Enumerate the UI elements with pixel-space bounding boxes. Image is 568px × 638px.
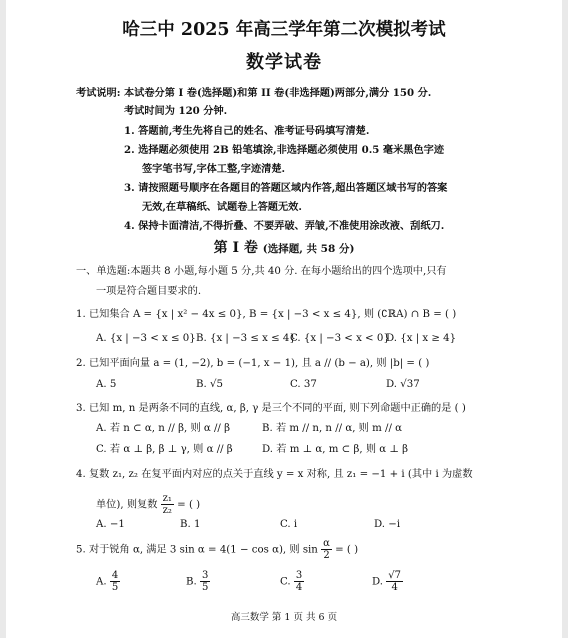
question-5-option-a-denominator: 5 xyxy=(111,582,119,593)
question-1-option-b: B. {x | −3 ≤ x ≤ 4} xyxy=(196,333,296,344)
question-5-option-b-fraction xyxy=(200,570,210,593)
question-3-option-c: C. 若 α ⊥ β, β ⊥ γ, 则 α // β xyxy=(96,444,233,455)
question-5-option-d-fraction xyxy=(386,570,403,593)
question-2-option-b: B. √5 xyxy=(196,379,223,390)
question-3-stem: 3. 已知 m, n 是两条不同的直线, α, β, γ 是三个不同的平面, 则下列命题中正确的是 ( ) xyxy=(76,403,466,414)
question-2-option-c: C. 37 xyxy=(290,379,317,390)
question-5-option-b-numerator: 3 xyxy=(201,570,209,581)
question-4-fraction-numerator: z₁ xyxy=(162,493,172,504)
exam-subtitle: 数学试卷 xyxy=(246,52,322,73)
question-5-option-a-label: A. xyxy=(96,576,107,588)
instruction-item-4: 4. 保持卡面清洁,不得折叠、不要弄破、弄皱,不准使用涂改液、刮纸刀. xyxy=(124,220,445,232)
question-5-option-c xyxy=(280,570,304,593)
question-5-option-b xyxy=(186,570,210,593)
question-5-option-a-numerator: 4 xyxy=(111,570,119,581)
question-4-fraction xyxy=(161,493,174,516)
question-5-option-c-label: C. xyxy=(280,576,291,588)
question-5-option-a xyxy=(96,570,120,593)
page-footer: 高三数学 第 1 页 共 6 页 xyxy=(230,612,338,623)
question-4-stem-tail: = ( ) xyxy=(177,499,201,511)
part1-instruction-line-1: 一、单选题:本题共 8 小题,每小题 5 分,共 40 分. 在每小题给出的四个选项中,只有 xyxy=(76,266,447,277)
question-5-option-d-denominator: 4 xyxy=(391,582,398,593)
exam-title: 哈三中 2025 年高三学年第二次模拟考试 xyxy=(122,20,446,40)
question-4-option-b: B. 1 xyxy=(180,519,201,530)
question-4-option-d: D. −i xyxy=(374,519,401,530)
question-5-option-c-denominator: 4 xyxy=(295,582,303,593)
section-note: (选择题, 共 58 分) xyxy=(262,243,355,255)
instructions-line-2: 考试时间为 120 分钟. xyxy=(124,105,228,117)
question-5-option-b-denominator: 5 xyxy=(201,582,209,593)
instruction-item-2-cont: 签字笔书写,字体工整,字迹清楚. xyxy=(142,163,286,175)
instruction-item-3: 3. 请按照题号顺序在各题目的答题区域内作答,超出答题区域书写的答案 xyxy=(124,182,448,194)
question-5-stem xyxy=(76,538,358,563)
question-4-fraction-denominator: z₂ xyxy=(162,505,172,516)
instruction-item-2: 2. 选择题必须使用 2B 铅笔填涂,非选择题必须使用 0.5 毫米黑色字迹 xyxy=(124,144,445,156)
part1-instruction-line-2: 一项是符合题目要求的. xyxy=(96,286,202,297)
question-5-fraction-numerator: α xyxy=(323,538,330,549)
question-4-stem-line-2 xyxy=(96,493,200,518)
instructions-label: 考试说明: xyxy=(76,87,121,99)
page-left-border xyxy=(0,0,6,638)
question-5-option-b-label: B. xyxy=(186,576,197,588)
question-5-stem-tail: = ( ) xyxy=(335,544,359,556)
question-5-fraction-denominator: 2 xyxy=(323,550,330,561)
question-5-option-c-fraction xyxy=(294,570,304,593)
question-1-stem: 1. 已知集合 A = {x | x² − 4x ≤ 0}, B = {x | −3 < x ≤ 4}, 则 (∁ℝA) ∩ B = ( ) xyxy=(76,309,457,320)
question-5-fraction xyxy=(321,538,332,561)
question-5-option-d-numerator: √7 xyxy=(388,570,402,581)
question-1-option-c: C. {x | −3 < x < 0} xyxy=(290,333,390,344)
question-4-option-a: A. −1 xyxy=(96,519,125,530)
instruction-item-1: 1. 答题前,考生先将自己的姓名、准考证号码填写清楚. xyxy=(124,125,370,137)
question-3-option-d: D. 若 m ⊥ α, m ⊂ β, 则 α ⊥ β xyxy=(262,444,409,455)
question-5-option-d-label: D. xyxy=(372,576,384,588)
question-5-option-c-numerator: 3 xyxy=(295,570,303,581)
section-heading xyxy=(0,242,568,256)
question-4-option-c: C. i xyxy=(280,519,298,530)
instruction-item-3-cont: 无效,在草稿纸、试题卷上答题无效. xyxy=(142,201,302,213)
question-5-stem-text: 5. 对于锐角 α, 满足 3 sin α = 4(1 − cos α), 则 sin xyxy=(76,544,318,556)
question-5-option-a-fraction xyxy=(110,570,120,593)
section-title: 第 I 卷 xyxy=(213,240,258,256)
question-2-option-a: A. 5 xyxy=(96,379,117,390)
instructions-line-1: 本试卷分第 I 卷(选择题)和第 II 卷(非选择题)两部分,满分 150 分. xyxy=(124,87,432,99)
page-right-border xyxy=(562,0,568,638)
question-2-option-d: D. √37 xyxy=(386,379,420,390)
question-5-option-d xyxy=(372,570,403,593)
question-3-option-b: B. 若 m // n, n // α, 则 m // α xyxy=(262,423,402,434)
question-4-stem-text: 单位), 则复数 xyxy=(96,499,158,511)
question-4-stem-line-1: 4. 复数 z₁, z₂ 在复平面内对应的点关于直线 y = x 对称, 且 z₁ = −1 + i (其中 i 为虚数 xyxy=(76,469,473,480)
question-2-stem: 2. 已知平面向量 a = (1, −2), b = (−1, x − 1), 且 a // (b − a), 则 |b| = ( ) xyxy=(76,358,430,369)
question-3-option-a: A. 若 n ⊂ α, n // β, 则 α // β xyxy=(96,423,230,434)
question-1-option-a: A. {x | −3 < x ≤ 0} xyxy=(96,333,196,344)
question-1-option-d: D. {x | x ≥ 4} xyxy=(386,333,457,344)
